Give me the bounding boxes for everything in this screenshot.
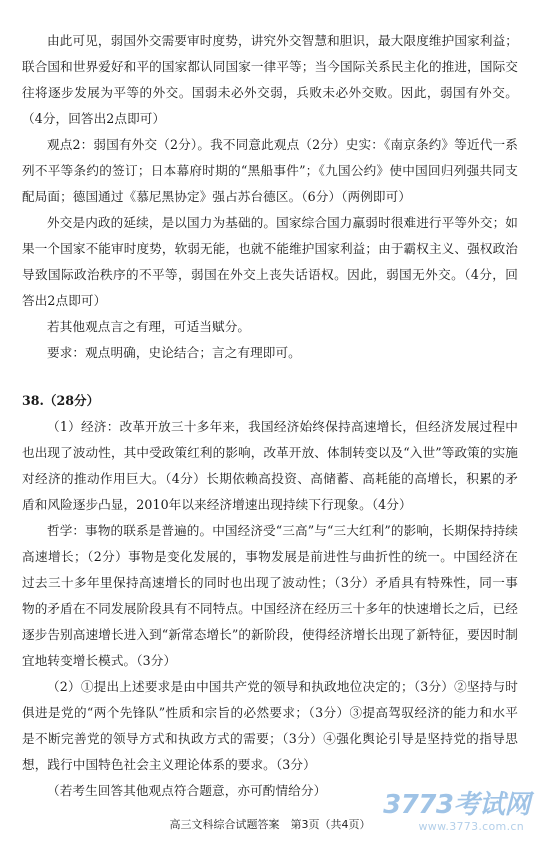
page-footer: 高三文科综合试题答案 第3页（共4页） (169, 818, 371, 831)
question-38-note: （若考生回答其他观点符合题意，亦可酌情给分） (47, 783, 327, 798)
watermark-url: www.3773.com.cn (418, 820, 524, 833)
question-38-part-1-philosophy: 哲学：事物的联系是普遍的。中国经济受“三高”与“三大红利”的影响，长期保持持续高速增长；（2分）事物是变化发展的，事物发展是前进性与曲折性的统一。中国经济在过去三十多年里保持高速增长的同时也出现了波动性；（3分）矛盾具有特殊性，同一事物的矛盾在不同发展阶段具有不同特点。中国经济在经历三十多年的快速增长之后，已经逐步告别高速增长进入到“新常态增长”的新阶段，使得经济增长出现了新特征，要因时制宜地转变增长模式。（3分） (22, 523, 518, 668)
paragraph-requirements: 要求：观点明确，史论结合；言之有理即可。 (47, 345, 301, 360)
paragraph-viewpoint-2: 观点2：弱国有外交（2分）。我不同意此观点（2分）史实：《南京条约》等近代一系列不平等条约的签订；日本幕府时期的“黑船事件”；《九国公约》使中国回归列强共同支配局面；德国通过《慕尼黑协定》强占苏台德区。（6分）（两例即可） (22, 137, 518, 204)
paragraph-conclusion-weak-country-diplomacy: 由此可见，弱国外交需要审时度势，讲究外交智慧和胆识，最大限度维护国家利益；联合国和世界爱好和平的国家都认同国家一律平等；当今国际关系民主化的推进，国际交往将逐步发展为平等的外交。国弱未必外交弱，兵败未必外交败。因此，弱国有外交。（4分，回答出2点即可） (22, 33, 518, 126)
site-watermark-logo (370, 784, 530, 844)
answer-content (22, 28, 518, 804)
watermark-logo-text: 3773考试网 (383, 790, 530, 820)
section-gap (22, 366, 518, 388)
question-38-heading: 38.（28分） (22, 393, 100, 408)
paragraph-other-viewpoints: 若其他观点言之有理，可适当赋分。 (47, 319, 251, 334)
paragraph-diplomacy-internal-affairs: 外交是内政的延续，是以国力为基础的。国家综合国力羸弱时很难进行平等外交；如果一个国家不能审时度势，软弱无能，也就不能维护国家利益；由于霸权主义、强权政治导致国际政治秩序的不平等，弱国在外交上丧失话语权。因此，弱国无外交。（4分，回答出2点即可） (22, 215, 518, 308)
question-38-part-1-economy: （1）经济：改革开放三十多年来，我国经济始终保持高速增长，但经济发展过程中也出现了波动性，其中受政策红利的影响，改革开放、体制转变以及“入世”等政策的实施对经济的推动作用巨大。（4分）长期依赖高投资、高储蓄、高耗能的高增长，积累的矛盾和风险逐步凸显，2010年以来经济增速出现持续下行现象。（4分） (22, 419, 518, 512)
question-38-part-2: （2）①提出上述要求是由中国共产党的领导和执政地位决定的；（3分）②坚持与时俱进是党的“两个先锋队”性质和宗旨的必然要求；（3分）③提高驾驭经济的能力和水平是不断完善党的领导方式和执政方式的需要；（3分）④强化舆论引导是坚持党的指导思想，践行中国特色社会主义理论体系的要求。（3分） (22, 679, 518, 772)
